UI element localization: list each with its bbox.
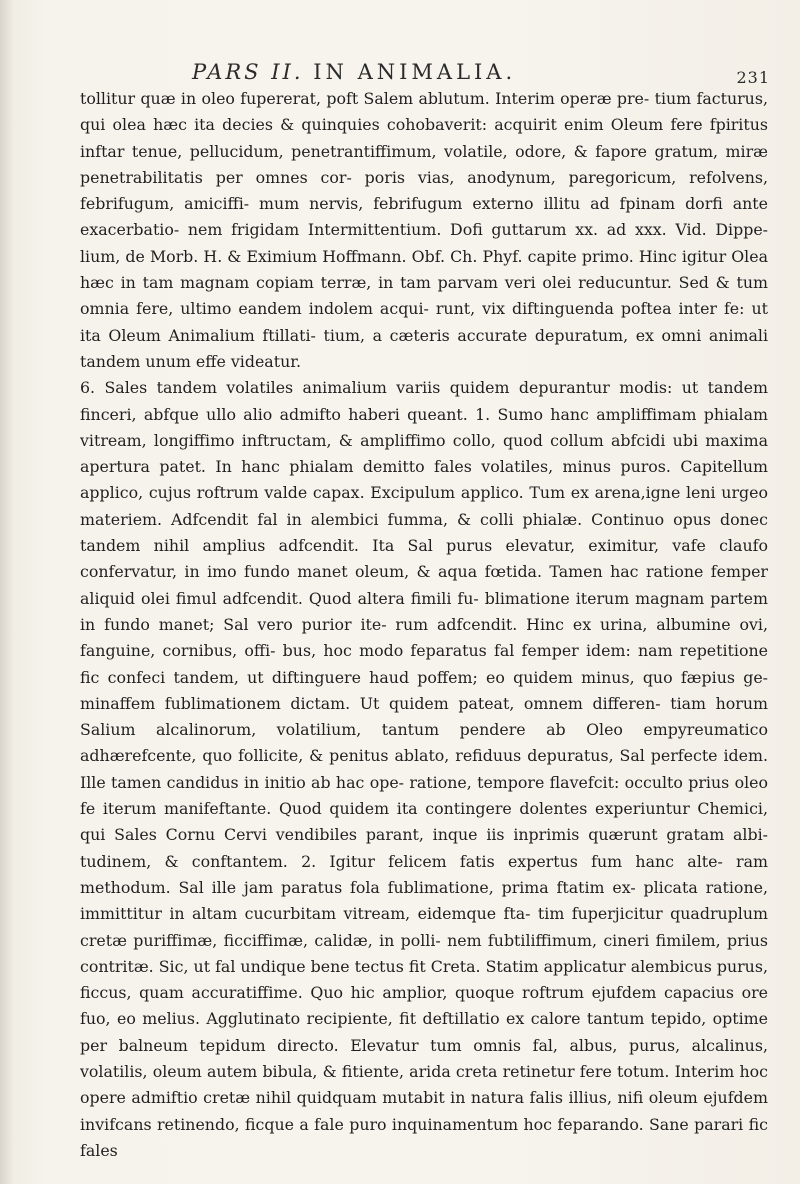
body-text	[80, 86, 768, 1164]
page-number: 231	[736, 68, 770, 87]
running-head	[192, 60, 516, 84]
paragraph-continuation: tollitur quæ in oleo fupererat, poft Salem ablutum. Interim operæ pre- tium facturus, qui olea hæc ita decies & quinquies cohobaverit: acquirit enim Oleum fere fpiritus inftar tenue, pellucidum, penetrantiffimum, volatile, odore, & fapore gratum, miræ penetrabilitatis per omnes cor- poris vias, anodynum, paregoricum, refolvens, febrifugum, amiciffi- mum nervis, febrifugum externo illitu ad fpinam dorfi ante exacerbatio- nem frigidam Intermittentium. Dofi guttarum xx. ad xxx. Vid. Dippe- lium, de Morb. H. & Eximium Hoffmann. Obf. Ch. Phyf. capite primo. Hinc igitur Olea hæc in tam magnam copiam terræ, in tam parvam veri olei reducuntur. Sed & tum omnia fere, ultimo eandem indolem acqui- runt, vix diftinguenda poftea inter fe: ut ita Oleum Animalium ftillati- tium, a cæteris accurate depuratum, ex omni animali tandem unum effe videatur.	[80, 89, 768, 371]
running-head-part: PARS II.	[192, 60, 304, 84]
page-edge-shadow	[0, 0, 14, 1184]
running-head-title: ANIMALIA.	[357, 60, 517, 84]
paragraph-section-6: 6. Sales tandem volatiles animalium variis quidem depurantur modis: ut tandem finceri, abfque ullo alio admifto haberi queant. 1. Sumo hanc ampliffimam phialam vitream, longiffimo inftructam, & ampliffimo collo, quod collum abfcidi ubi maxima apertura patet. In hanc phialam demitto fales volatiles, minus puros. Capitellum applico, cujus roftrum valde capax. Excipulum applico. Tum ex arena,igne leni urgeo materiem. Adfcendit fal in alembici fumma, & colli phialæ. Continuo opus donec tandem nihil amplius adfcendit. Ita Sal purus elevatur, eximitur, vafe claufo confervatur, in imo fundo manet oleum, & aqua fœtida. Tamen hac ratione femper aliquid olei fimul adfcendit. Quod altera fimili fu- blimatione iterum magnam partem in fundo manet; Sal vero purior ite- rum adfcendit. Hinc ex urina, albumine ovi, fanguine, cornibus, offi- bus, hoc modo feparatus fal femper idem: nam repetitione fic confeci tandem, ut diftinguere haud poffem; eo quidem minus, quo fæpius ge- minaffem fublimationem dictam. Ut quidem pateat, omnem differen- tiam horum Salium alcalinorum, volatilium, tantum pendere ab Oleo empyreumatico adhærefcente, quo follicite, & penitus ablato, refiduus depuratus, Sal perfecte idem. Ille tamen candidus in initio ab hac ope- ratione, tempore flavefcit: occulto prius oleo fe iterum manifeftante. Quod quidem ita contingere dolentes experiuntur Chemici, qui Sales Cornu Cervi vendibiles parant, inque iis inprimis quærunt gratam albi- tudinem, & conftantem. 2. Igitur felicem fatis expertus fum hanc alte- ram methodum. Sal ille jam paratus fola fublimatione, prima ftatim ex- plicata ratione, immittitur in altam cucurbitam vitream, eidemque fta- tim fuperjicitur quadruplum cretæ puriffimæ, ficciffimæ, calidæ, in polli- nem fubtiliffimum, cineri fimilem, prius contritæ. Sic, ut fal undique bene tectus fit Creta. Statim applicatur alembicus purus, ficcus, quam accuratiffime. Quo hic amplior, quoque roftrum ejufdem capacius ore fuo, eo melius. Agglutinato recipiente, fit deftillatio ex calore tantum tepido, optime per balneum tepidum directo. Elevatur tum omnis fal, albus, purus, alcalinus, volatilis, oleum autem bibula, & fitiente, arida creta retinetur fere totum. Interim hoc opere admiftio cretæ nihil quidquam mutabit in natura falis illius, nifi oleum ejufdem invifcans retinendo, ficque a fale puro inquinamentum hoc feparando. Sane parari fic fales	[80, 378, 768, 1160]
running-head-preposition: IN	[313, 60, 348, 84]
